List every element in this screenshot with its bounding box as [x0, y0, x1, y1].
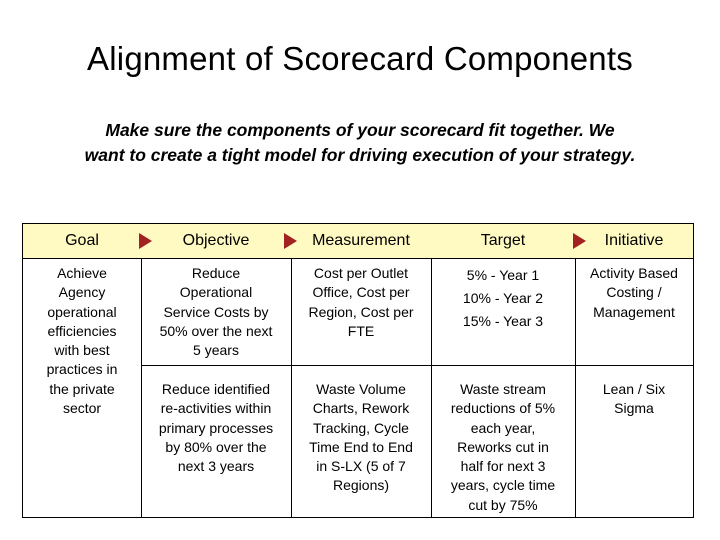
measurement-line: Charts, Rework — [312, 400, 410, 417]
initiative-cell — [575, 264, 693, 322]
target-cell — [431, 380, 575, 515]
goal-line: efficiencies — [47, 322, 117, 339]
goal-cell — [23, 264, 141, 418]
target-line: half for next 3 — [460, 458, 546, 475]
row-divider — [141, 365, 693, 366]
slide-subtitle — [20, 118, 700, 168]
objective-line: next 3 years — [177, 458, 255, 475]
objective-line: by 80% over the — [165, 438, 267, 455]
subtitle-line-1: Make sure the components of your scorecard fit together. We — [105, 120, 615, 140]
target-line: years, cycle time — [450, 477, 556, 494]
initiative-line: Activity Based — [590, 265, 678, 281]
goal-line: sector — [62, 400, 102, 417]
objective-cell — [141, 380, 291, 476]
target-line: cut by 75% — [468, 496, 538, 513]
objective-line: 50% over the next — [159, 322, 273, 339]
goal-line: the private — [49, 380, 115, 397]
initiative-line: Lean / Six — [602, 381, 666, 397]
objective-cell — [141, 264, 291, 360]
objective-line: re-activities within — [160, 400, 272, 417]
measurement-line: FTE — [347, 322, 375, 339]
slide-title: Alignment of Scorecard Components — [87, 40, 633, 77]
target-line: 15% - Year 3 — [462, 313, 544, 329]
measurement-line: Office, Cost per — [312, 284, 410, 301]
objective-line: Operational — [179, 284, 253, 301]
target-line: 10% - Year 2 — [462, 290, 544, 306]
objective-line: Reduce — [191, 265, 241, 281]
goal-line: practices in — [46, 361, 118, 378]
header-target: Target — [480, 232, 526, 249]
target-line: Reworks cut in — [457, 438, 549, 455]
goal-line: operational — [47, 303, 117, 320]
goal-line: with best — [54, 342, 110, 359]
table-header-row — [23, 224, 693, 259]
target-cell — [431, 264, 575, 333]
target-line: each year, — [470, 419, 536, 436]
measurement-cell — [291, 264, 431, 341]
header-objective: Objective — [182, 232, 250, 249]
objective-line: Reduce identified — [161, 381, 271, 397]
initiative-line: Management — [593, 303, 675, 320]
objective-line: Service Costs by — [163, 303, 269, 320]
measurement-line: Tracking, Cycle — [313, 419, 409, 436]
measurement-line: in S-LX (5 of 7 — [316, 458, 406, 475]
measurement-line: Cost per Outlet — [313, 265, 409, 281]
measurement-line: Time End to End — [309, 438, 413, 455]
measurement-line: Waste Volume — [316, 381, 406, 397]
header-measurement: Measurement — [312, 232, 410, 249]
objective-line: 5 years — [193, 342, 239, 359]
initiative-cell — [575, 380, 693, 419]
measurement-line: Region, Cost per — [308, 303, 414, 320]
target-line: 5% - Year 1 — [466, 267, 540, 283]
header-goal: Goal — [65, 232, 99, 249]
measurement-cell — [291, 380, 431, 496]
target-line: Waste stream — [460, 381, 546, 397]
target-line: reductions of 5% — [450, 400, 556, 417]
initiative-line: Costing / — [606, 284, 662, 301]
initiative-line: Sigma — [614, 400, 654, 417]
goal-line: Agency — [58, 284, 106, 301]
objective-line: primary processes — [158, 419, 274, 436]
measurement-line: Regions) — [332, 477, 390, 494]
subtitle-line-2: want to create a tight model for driving execution of your strategy. — [84, 145, 636, 165]
scorecard-table — [22, 223, 694, 518]
goal-line: Achieve — [57, 265, 107, 281]
header-initiative: Initiative — [604, 232, 664, 249]
